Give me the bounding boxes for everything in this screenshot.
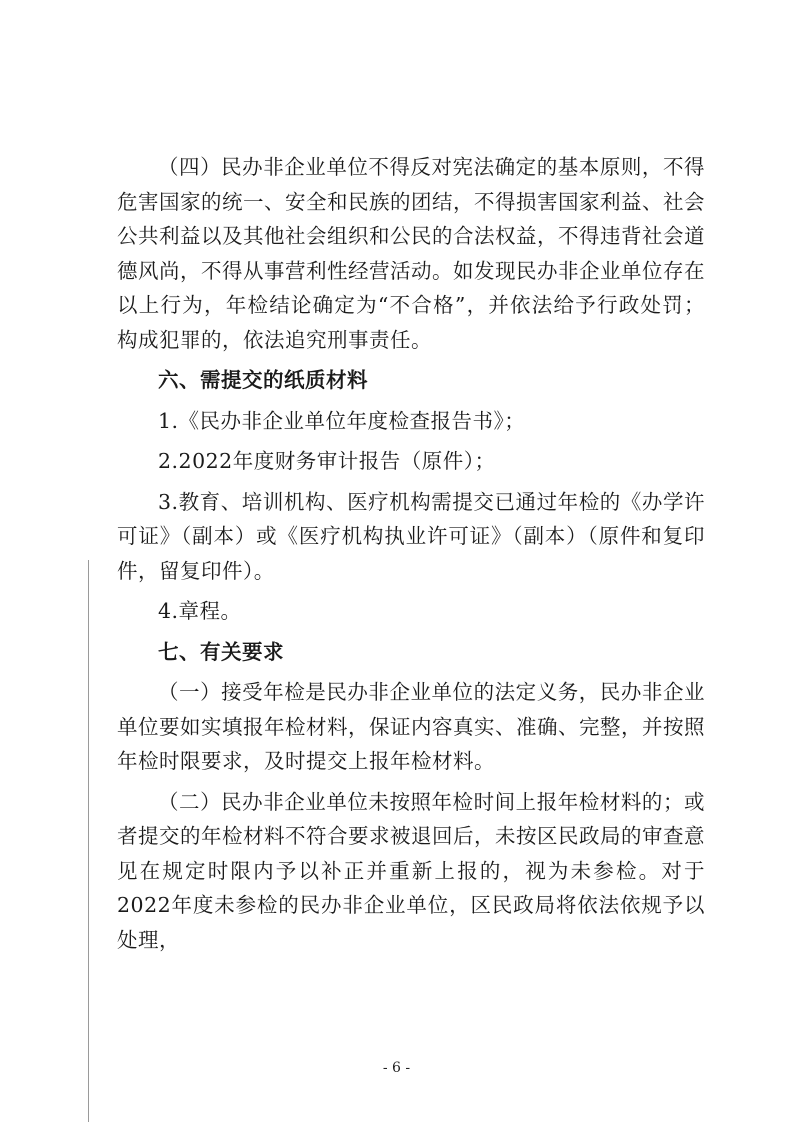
- section-7-heading: 七、有关要求: [158, 639, 284, 664]
- material-item-4: 4.章程。: [158, 599, 242, 623]
- material-item-3: 3.教育、培训机构、医疗机构需提交已通过年检的《办学许可证》（副本）或《医疗机构执业许可证》（副本）（原件和复印件，留复印件）。: [117, 489, 705, 583]
- requirement-2: （二）民办非企业单位未按照年检时间上报年检材料的；或者提交的年检材料不符合要求被退回后，未按区民政局的审查意见在规定时限内予以补正并重新上报的，视为未参检。对于2022年度未参检的民办非企业单位，区民政局将依法依规予以处理，: [117, 789, 705, 952]
- section-6-heading: 六、需提交的纸质材料: [158, 368, 368, 392]
- page-number: - 6 -: [382, 1060, 411, 1076]
- document-body: [117, 150, 705, 957]
- scan-edge-line: [88, 560, 89, 1122]
- requirement-1: （一）接受年检是民办非企业单位的法定义务，民办非企业单位要如实填报年检材料，保证内容真实、准确、完整，并按照年检时限要求，及时提交上报年检材料。: [117, 680, 705, 773]
- material-item-2: 2.2022年度财务审计报告（原件）；: [158, 449, 496, 473]
- material-item-1: 1.《民办非企业单位年度检查报告书》；: [158, 408, 526, 433]
- paragraph-4: （四）民办非企业单位不得反对宪法确定的基本原则，不得危害国家的统一、安全和民族的团结，不得损害国家利益、社会公共利益以及其他社会组织和公民的合法权益，不得违背社会道德风尚，不得从事营利性经营活动。如发现民办非企业单位存在以上行为，年检结论确定为“不合格”，并依法给予行政处罚；构成犯罪的，依法追究刑事责任。: [117, 155, 705, 352]
